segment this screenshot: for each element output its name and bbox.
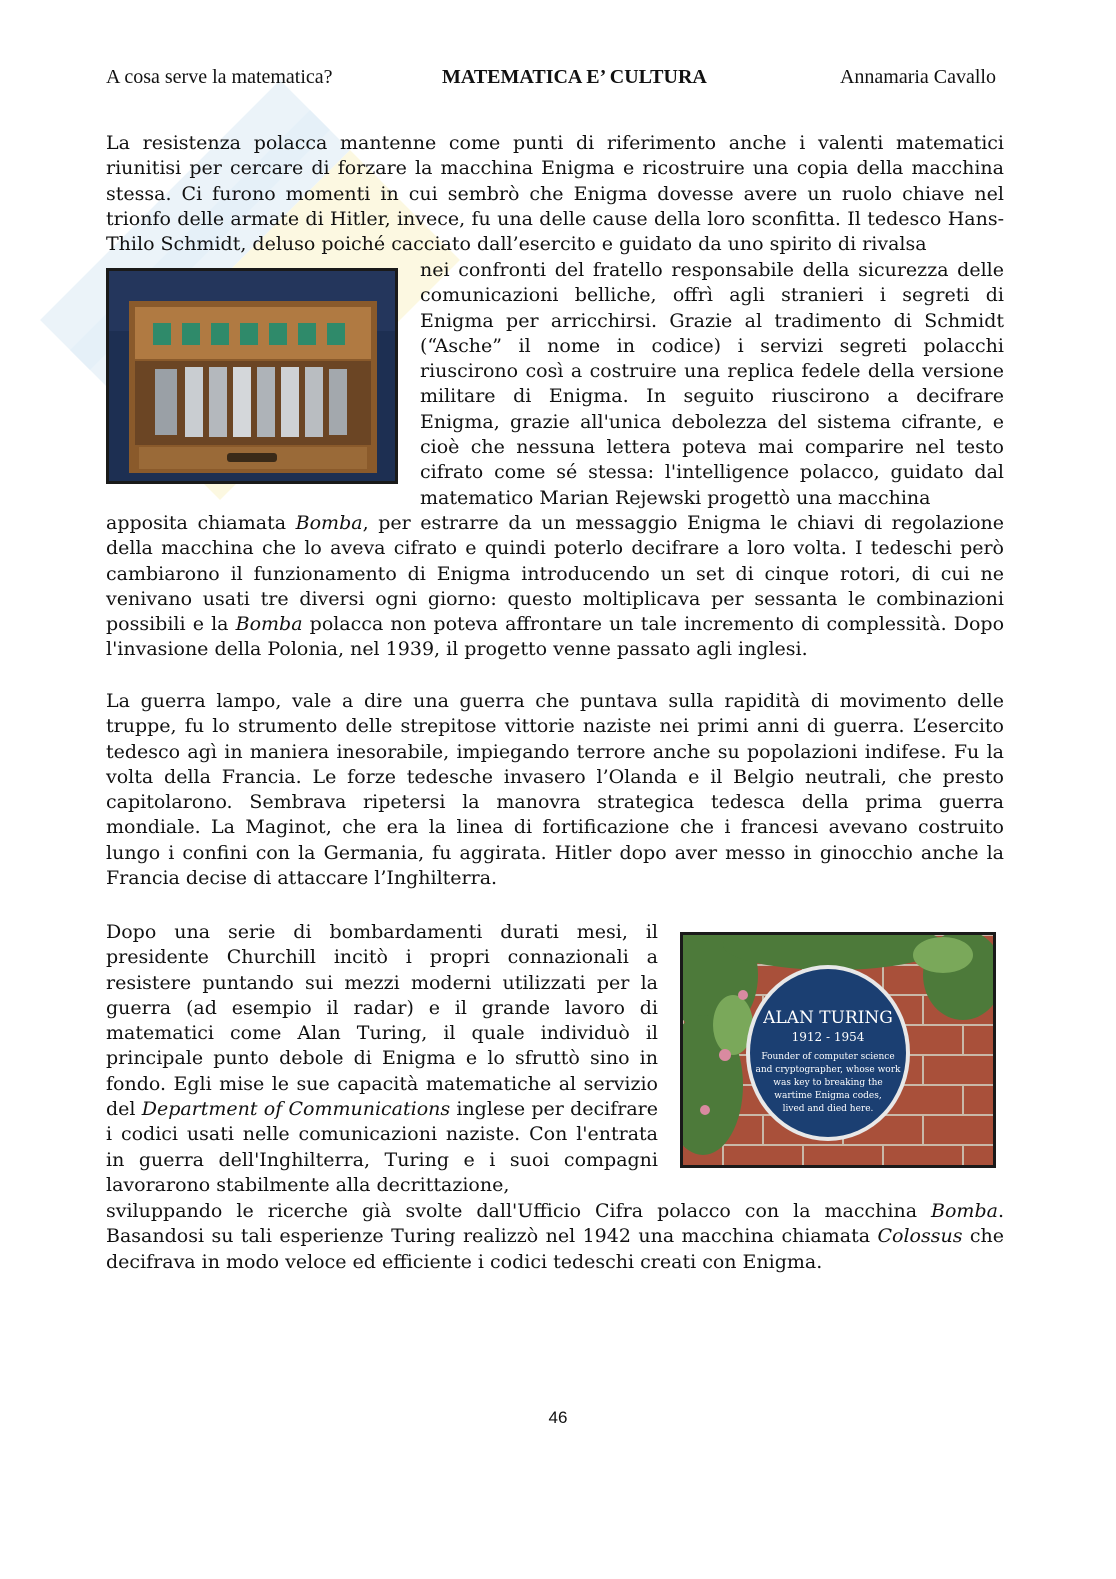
- enigma-machine-image: [106, 268, 398, 484]
- plaque-years: 1912 - 1954: [791, 1030, 865, 1044]
- plaque-text-line: and cryptographer, whose work: [755, 1065, 901, 1075]
- plaque-text-line: Founder of computer science: [761, 1052, 895, 1062]
- paragraph-text: nei confronti del fratello responsabile della sicurezza delle comunicazioni belliche, offrì agli stranieri i segreti di Enigma per arricchirsi. Grazie al tradimento di Schmidt (“Asche” il nome in codice) i servizi segreti polacchi riuscirono così a costruire una replica fedele della versione militare di Enigma. In seguito riuscirono a decifrare Enigma, grazie all'unica debolezza del sistema cifrante, e cioè che nessuna lettera poteva mai comparire nel testo cifrato come sé stessa: l'intelligence polacco, guidato dal matematico Marian Rejewski progettò una macchina: [420, 259, 1004, 509]
- paragraph-3-tail: [106, 1199, 1004, 1275]
- paragraph-text: sviluppando le ricerche già svolte dall'Ufficio Cifra polacco con la macchina Bomba. Basandosi su tali esperienze Turing realizzò nel 1942 una macchina chiamata Colossus che decifrava in modo veloce ed efficiente i codici tedeschi creati con Enigma.: [106, 1200, 1004, 1273]
- paragraph-text: apposita chiamata Bomba, per estrarre da un messaggio Enigma le chiavi di regolazione della macchina che lo aveva cifrato e quindi poterlo decifrare a loro volta. I tedeschi però cambiarono il funzionamento di Enigma introducendo un set di cinque rotori, di cui ne venivano usati tre diversi ogni giorno: questo moltiplicava per sessanta le combinazioni possibili e la Bomba polacca non poteva affrontare un tale incremento di complessità. Dopo l'invasione della Polonia, nel 1939, il progetto venne passato agli inglesi.: [106, 512, 1005, 661]
- paragraph-text: Dopo una serie di bombardamenti durati mesi, il presidente Churchill incitò i propri connazionali a resistere puntando sui mezzi moderni utilizzati per la guerra (ad esempio il radar) e il grande lavoro di matematici come Alan Turing, il quale individuò il principale punto debole di Enigma e lo sfruttò sino in fondo. Egli mise le sue capacità matematiche al servizio del Department of Communications inglese per decifrare i codici usati nelle comunicazioni naziste. Con l'entrata in guerra dell'Inghilterra, Turing e i suoi compagni lavorarono stabilmente alla decrittazione,: [106, 921, 658, 1196]
- paragraph-1-top: [106, 131, 1004, 257]
- plaque-text-line: wartime Enigma codes,: [774, 1091, 882, 1101]
- plaque-text-line: lived and died here.: [782, 1104, 874, 1114]
- header-right: Annamaria Cavallo: [839, 66, 996, 88]
- header-left: A cosa serve la matematica?: [106, 66, 333, 88]
- page-number: 46: [548, 1408, 568, 1427]
- header-center: MATEMATICA E’ CULTURA: [442, 66, 707, 88]
- paragraph-1-tail: [106, 511, 1004, 663]
- paragraph-3-wrap: [106, 920, 658, 1198]
- alan-turing-plaque-image: [680, 932, 996, 1168]
- paragraph-text: La resistenza polacca mantenne come punti di riferimento anche i valenti matematici riunitisi per cercare di forzare la macchina Enigma e ricostruire una copia della macchina stessa. Ci furono momenti in cui sembrò che Enigma dovesse avere un ruolo chiave nel trionfo delle armate di Hitler, invece, fu una delle cause della loro sconfitta. Il tedesco Hans-Thilo Schmidt, deluso poiché cacciato dall’esercito e guidato da uno spirito di rivalsa: [106, 132, 1004, 256]
- paragraph-1-wrap: [420, 258, 1004, 511]
- plaque-name: ALAN TURING: [763, 1008, 893, 1028]
- paragraph-2: [106, 689, 1004, 891]
- paragraph-text: La guerra lampo, vale a dire una guerra che puntava sulla rapidità di movimento delle truppe, fu lo strumento delle strepitose vittorie naziste nei primi anni di guerra. L’esercito tedesco agì in maniera inesorabile, impiegando terrore anche su popolazioni indifese. Fu la volta della Francia. Le forze tedesche invasero l’Olanda e il Belgio neutrali, che presto capitolarono. Sembrava ripetersi la manovra strategica tedesca della prima guerra mondiale. La Maginot, che era la linea di fortificazione che i francesi avevano costruito lungo i confini con la Germania, fu aggirata. Hitler dopo aver messo in ginocchio anche la Francia decise di attaccare l’Inghilterra.: [106, 690, 1004, 890]
- plaque-text-line: was key to breaking the: [773, 1078, 883, 1088]
